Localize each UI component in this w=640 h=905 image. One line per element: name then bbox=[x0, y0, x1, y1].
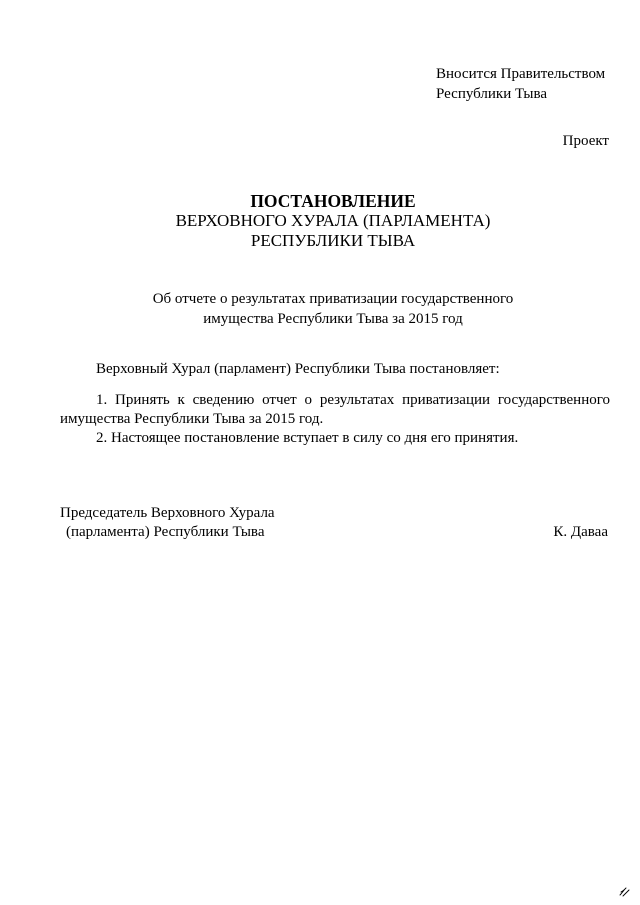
signatory-position-line-1: Председатель Верховного Хурала bbox=[60, 505, 275, 521]
issuer-line-2: РЕСПУБЛИКИ ТЫВА bbox=[250, 231, 416, 250]
submitter-block bbox=[436, 64, 605, 104]
document-title bbox=[0, 191, 640, 251]
issuer-line-1: ВЕРХОВНОГО ХУРАЛА (ПАРЛАМЕНТА) bbox=[175, 211, 491, 230]
submitter-line-1: Вносится Правительством bbox=[436, 66, 606, 82]
subject-line-2: имущества Республики Тыва за 2015 год bbox=[203, 311, 463, 327]
submitter-line-2: Республики Тыва bbox=[436, 86, 548, 102]
document-subject bbox=[0, 289, 640, 329]
signatory-position-line-2: (парламента) Республики Тыва bbox=[66, 524, 265, 540]
document-type-heading: ПОСТАНОВЛЕНИЕ bbox=[250, 191, 416, 211]
preamble-paragraph: Верховный Хурал (парламент) Республики Тыва постановляет: bbox=[96, 361, 500, 377]
signatory-name: К. Даваа bbox=[553, 524, 608, 540]
resolution-item-1: 1. Принять к сведению отчет о результатах приватизации государственного имущества Республики Тыва за 2015 год. bbox=[60, 392, 610, 427]
signatory-position bbox=[60, 504, 275, 542]
draft-status-label: Проект bbox=[562, 133, 609, 149]
subject-line-1: Об отчете о результатах приватизации государственного bbox=[152, 291, 514, 307]
resolution-items bbox=[60, 391, 610, 448]
resolution-item-2: 2. Настоящее постановление вступает в силу со дня его принятия. bbox=[96, 430, 519, 446]
handwritten-mark-icon bbox=[617, 884, 631, 898]
